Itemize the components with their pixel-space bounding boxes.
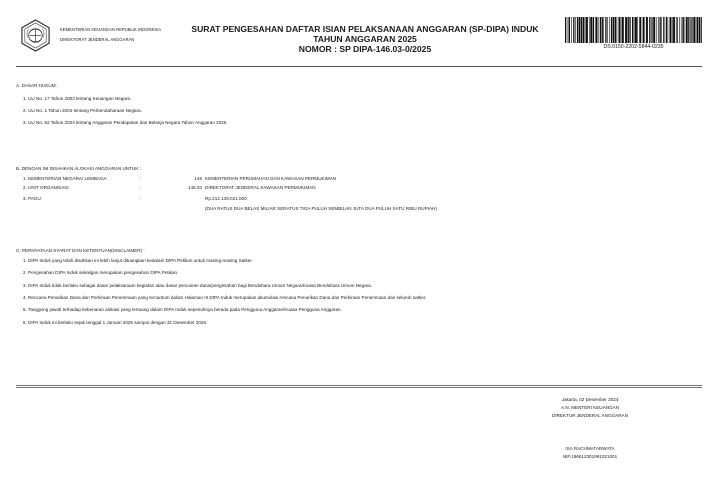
signature-place-date: Jakarta, 02 Desember 2024 xyxy=(561,397,619,402)
allocation-label: 3. PAGU xyxy=(23,196,41,201)
legal-basis-item: 3. UU No. 62 Tahun 2024 tentang Anggaran Pendapatan dan Belanja Negara Tahun Anggaran 2025 xyxy=(23,120,227,125)
disclaimer-item: 6. DIPA Induk ini berlaku sejak tanggal 1 Januari 2025 sampai dengan 31 Desember 2025. xyxy=(23,320,208,325)
pagu-in-words: (DUA RATUS DUA BELAS MILIAR SERATUS TIGA PULUH SEMBILAN JUTA DUA PULUH SATU RIBU RUPIAH) xyxy=(205,206,437,211)
barcode-image xyxy=(565,17,702,43)
footer-divider-bottom xyxy=(16,387,702,388)
unit-code: 146.03 xyxy=(187,185,202,190)
signatory-name: ISA RACHMATARWATA xyxy=(565,446,615,451)
section-a-heading: A. DASAR HUKUM : xyxy=(16,83,59,88)
ministry-emblem-logo xyxy=(19,19,52,52)
section-b-heading: B. DENGAN INI DISAHKAN ALOKASI ANGGARAN UNTUK : xyxy=(16,166,141,171)
directorate-name: DIREKTORAT JENDERAL ANGGARAN xyxy=(60,37,135,42)
ministry-code: 146 xyxy=(194,176,202,181)
disclaimer-item: 1. DIPA Induk yang telah disahkan ini lebih lanjut dituangkan kedalam DIPA Petikan untuk masing-masing Satker. xyxy=(23,258,253,263)
disclaimer-item: 3. DIPA Induk tidak berlaku sebagai dasar pelaksanaan kegiatan atau dasar pencairan dana/pengesahan bagi Bendahara Umum Negara/Kuasa Bendahara Umum Negara. xyxy=(23,283,373,288)
disclaimer-item: 2. Pengesahan DIPA Induk sekaligus merupakan pengesahan DIPA Petikan. xyxy=(23,270,179,275)
section-c-heading: C. PERNYATAAN SYARAT DAN KETENTUAN(DISCLAIMER) : xyxy=(16,248,145,253)
allocation-colon: : xyxy=(140,185,142,190)
allocation-label: 2. UNIT ORGANISASI xyxy=(23,185,69,190)
disclaimer-item: 5. Tanggung jawab terhadap kebenaran alokasi yang tertuang dalam DIPA Induk sepenuhnya berada pada Pengguna Anggaran/Kuasa Pengguna Anggaran. xyxy=(23,307,342,312)
ministry-name: KEMENTERIAN KEUANGAN REPUBLIK INDONESIA xyxy=(60,27,161,32)
digital-signature-code: DS:0150-2202-5844-0235 xyxy=(603,44,664,50)
header-divider xyxy=(16,66,702,67)
fiscal-year: TAHUN ANGGARAN 2025 xyxy=(313,34,417,44)
signature-authority: A.N. MENTERI KEUANGAN xyxy=(561,405,619,410)
ministry-value: KEMENTERIAN PERUMAHAN DAN KAWASAN PERMUKIMAN xyxy=(205,176,337,181)
unit-value: DIREKTORAT JENDERAL KAWASAN PERMUKIMAN xyxy=(205,185,316,190)
legal-basis-item: 2. UU No. 1 Tahun 2004 tentang Perbendaharaan Negara. xyxy=(23,108,142,113)
pagu-amount: Rp.212.139.021.000 xyxy=(205,196,247,201)
footer-divider-top xyxy=(16,385,702,386)
disclaimer-item: 4. Rencana Penarikan Dana dan Perkiraan Penerimaan yang tercantum dalam Halaman III DIPA Induk merupakan akumulasi rencana Penarikan Dana dan Perkiraan Penerimaan dari seluruh satker. xyxy=(23,295,427,300)
document-number: NOMOR : SP DIPA-146.03-0/2025 xyxy=(298,44,432,54)
signatory-nip: NIP.196612301991021001 xyxy=(562,454,618,459)
signature-position: DIREKTUR JENDERAL ANGGARAN xyxy=(552,413,628,418)
allocation-colon: : xyxy=(140,196,142,201)
document-title: SURAT PENGESAHAN DAFTAR ISIAN PELAKSANAAN ANGGARAN (SP-DIPA) INDUK xyxy=(191,24,539,34)
legal-basis-item: 1. UU No. 17 Tahun 2003 tentang Keuangan Negara. xyxy=(23,96,132,101)
allocation-label: 1. KEMENTERIAN NEGARA/ LEMBAGA xyxy=(23,176,107,181)
allocation-colon: : xyxy=(140,176,142,181)
